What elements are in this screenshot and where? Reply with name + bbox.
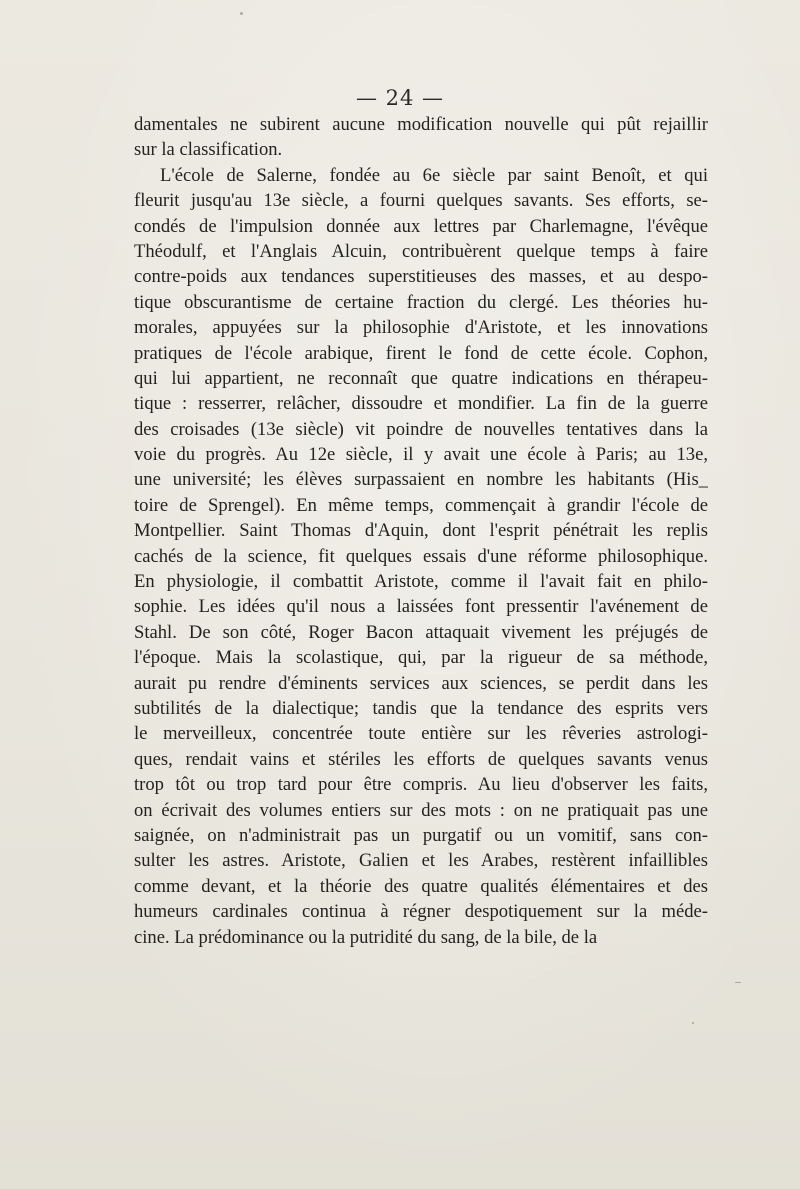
- paper-speck: [240, 12, 243, 15]
- text-line: contre-poids aux tendances superstitieuses des masses, et au despo-: [134, 266, 708, 288]
- paragraph-2: [134, 163, 708, 950]
- page-number: — 24 —: [355, 86, 445, 110]
- text-line: Montpellier. Saint Thomas d'Aquin, dont l'esprit pénétrait les replis: [134, 520, 708, 542]
- text-line: tique obscurantisme de certaine fraction du clergé. Les théories hu-: [134, 291, 708, 313]
- text-line: Stahl. De son côté, Roger Bacon attaquait vivement les préjugés de: [134, 621, 708, 643]
- text-line: En physiologie, il combattit Aristote, comme il l'avait fait en philo-: [134, 571, 708, 593]
- text-line: condés de l'impulsion donnée aux lettres par Charlemagne, l'évêque: [134, 215, 708, 237]
- paper-speck: [692, 1022, 694, 1024]
- text-line: toire de Sprengel). En même temps, commençait à grandir l'école de: [134, 494, 708, 516]
- text-line: aurait pu rendre d'éminents services aux sciences, se perdit dans les: [134, 672, 708, 694]
- text-line: des croisades (13e siècle) vit poindre de nouvelles tentatives dans la: [134, 418, 708, 440]
- text-line: morales, appuyées sur la philosophie d'Aristote, et les innovations: [134, 317, 708, 339]
- paper-speck: [735, 982, 741, 983]
- text-line: saignée, on n'administrait pas un purgatif ou un vomitif, sans con-: [134, 824, 708, 846]
- text-line: l'époque. Mais la scolastique, qui, par la rigueur de sa méthode,: [134, 647, 708, 669]
- text-line: cine. La prédominance ou la putridité du sang, de la bile, de la: [134, 926, 598, 948]
- text-line: subtilités de la dialectique; tandis que la tendance des esprits vers: [134, 697, 708, 719]
- text-line: on écrivait des volumes entiers sur des mots : on ne pratiquait pas une: [134, 799, 708, 821]
- text-line: fleurit jusqu'au 13e siècle, a fourni quelques savants. Ses efforts, se-: [134, 190, 708, 212]
- text-line: Théodulf, et l'Anglais Alcuin, contribuèrent quelque temps à faire: [134, 240, 708, 262]
- text-line: le merveilleux, concentrée toute entière sur les rêveries astrologi-: [134, 723, 708, 745]
- body-text: [134, 112, 708, 950]
- text-line: pratiques de l'école arabique, firent le fond de cette école. Cophon,: [134, 342, 708, 364]
- text-line: une université; les élèves surpassaient en nombre les habitants (His_: [134, 469, 708, 491]
- text-line: qui lui appartient, ne reconnaît que quatre indications en thérapeu-: [134, 367, 708, 389]
- text-line: sur la classification.: [134, 139, 283, 161]
- text-line: trop tôt ou trop tard pour être compris. Au lieu d'observer les faits,: [134, 774, 708, 796]
- text-line: L'école de Salerne, fondée au 6e siècle par saint Benoît, et qui: [160, 164, 708, 186]
- text-line: humeurs cardinales continua à régner despotiquement sur la méde-: [134, 901, 708, 923]
- text-line: ques, rendait vains et stériles les efforts de quelques savants venus: [134, 748, 708, 770]
- text-line: comme devant, et la théorie des quatre qualités élémentaires et des: [134, 875, 708, 897]
- text-line: tique : resserrer, relâcher, dissoudre et mondifier. La fin de la guerre: [134, 393, 708, 415]
- text-line: voie du progrès. Au 12e siècle, il y avait une école à Paris; au 13e,: [134, 444, 708, 466]
- paragraph-1: [134, 112, 708, 163]
- text-line: cachés de la science, fit quelques essais d'une réforme philosophique.: [134, 545, 708, 567]
- text-line: sophie. Les idées qu'il nous a laissées font pressentir l'avénement de: [134, 596, 708, 618]
- text-line: sulter les astres. Aristote, Galien et les Arabes, restèrent infaillibles: [134, 850, 708, 872]
- text-line: damentales ne subirent aucune modification nouvelle qui pût rejaillir: [134, 114, 708, 135]
